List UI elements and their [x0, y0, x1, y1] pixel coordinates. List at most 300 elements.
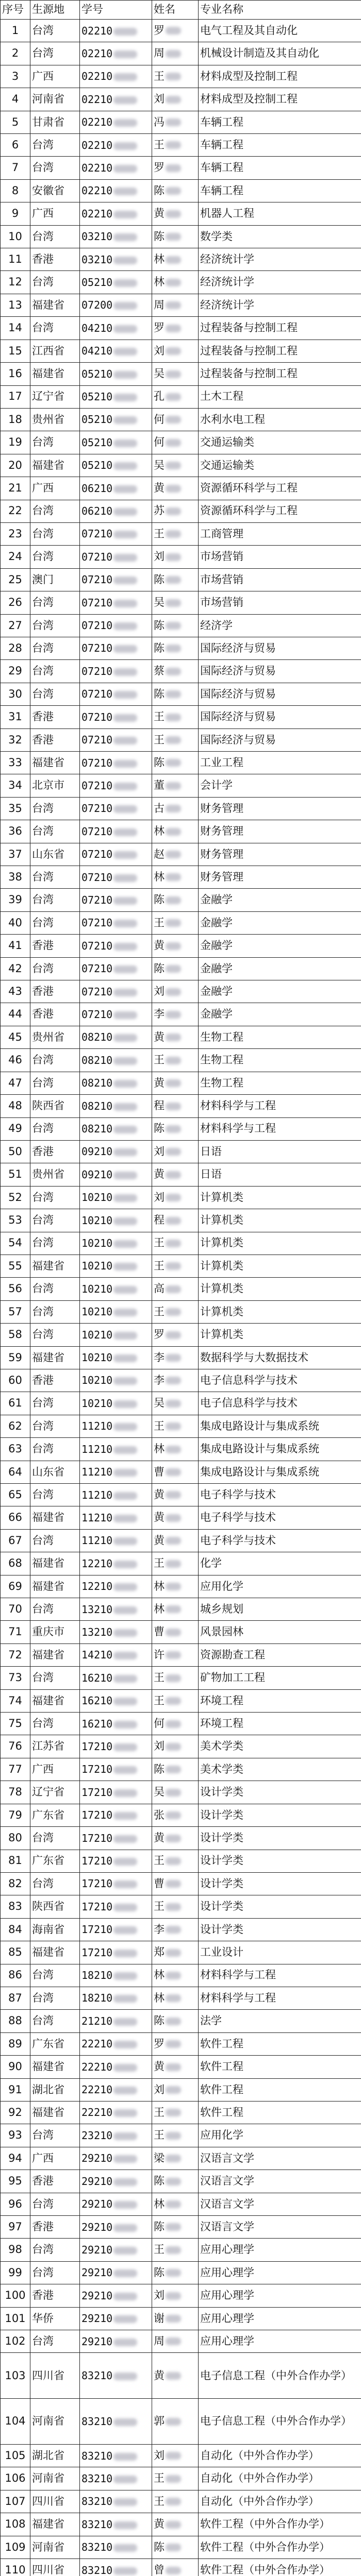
row-seq: 67: [1, 1529, 30, 1552]
row-origin: 安徽省: [30, 179, 80, 202]
row-major: 计算机类: [199, 1278, 361, 1300]
row-seq: 1: [1, 20, 30, 42]
student-id-prefix: 07210: [81, 550, 113, 563]
row-student-id: [80, 1117, 152, 1140]
row-major: 机械设计制造及其自动化: [199, 42, 361, 65]
row-student-id: [80, 317, 152, 340]
name-surname: 陈: [154, 2540, 165, 2553]
student-id-prefix: 07210: [81, 642, 113, 655]
table-row: [1, 179, 361, 202]
table-row: [1, 1804, 361, 1826]
row-student-id: [80, 2261, 152, 2284]
student-id-redaction: [113, 1926, 137, 1934]
name-surname: 曾: [154, 2564, 165, 2576]
row-seq: 19: [1, 431, 30, 454]
header-major: 专业名称: [199, 1, 361, 20]
student-id-redaction: [113, 1011, 137, 1019]
row-origin: 台湾: [30, 1713, 80, 1735]
student-id-prefix: 29210: [81, 2175, 113, 2188]
row-origin: 台湾: [30, 1392, 80, 1415]
row-name: [152, 2032, 199, 2055]
student-id-prefix: 17210: [81, 1809, 113, 1822]
student-id-prefix: 07210: [81, 893, 113, 906]
row-name: [152, 2216, 199, 2239]
row-major: 美术学类: [199, 1758, 361, 1781]
row-seq: 74: [1, 1689, 30, 1712]
name-redaction: [166, 2372, 181, 2380]
row-student-id: [80, 1621, 152, 1643]
row-name: [152, 591, 199, 614]
name-redaction: [166, 1468, 181, 1476]
header-origin: 生源地: [30, 1, 80, 20]
student-id-prefix: 06210: [81, 482, 113, 495]
row-seq: 89: [1, 2032, 30, 2055]
row-name: [152, 1026, 199, 1048]
row-origin: 台湾: [30, 1232, 80, 1255]
row-seq: 8: [1, 179, 30, 202]
table-row: [1, 271, 361, 294]
student-id-prefix: 11210: [81, 1534, 113, 1547]
row-name: [152, 660, 199, 683]
student-id-prefix: 05210: [81, 436, 113, 449]
row-name: [152, 2307, 199, 2330]
name-redaction: [166, 187, 181, 195]
student-id-redaction: [113, 348, 137, 355]
row-seq: 109: [1, 2536, 30, 2558]
name-redaction: [166, 1308, 181, 1316]
row-name: [152, 2399, 199, 2445]
name-redaction: [166, 1446, 181, 1453]
name-redaction: [166, 530, 181, 538]
student-id-prefix: 07210: [81, 710, 113, 723]
name-redaction: [166, 393, 181, 401]
table-row: [1, 752, 361, 774]
student-id-prefix: 17210: [81, 1946, 113, 1959]
row-student-id: [80, 797, 152, 820]
row-origin: 台湾: [30, 660, 80, 683]
row-major: 计算机类: [199, 1186, 361, 1209]
student-id-prefix: 29210: [81, 2152, 113, 2165]
row-seq: 27: [1, 614, 30, 637]
row-name: [152, 1598, 199, 1621]
name-surname: 黄: [154, 939, 165, 952]
row-name: [152, 1300, 199, 1323]
student-id-redaction: [113, 233, 137, 241]
row-seq: 29: [1, 660, 30, 683]
row-major: 环境工程: [199, 1689, 361, 1712]
table-row: [1, 1872, 361, 1895]
name-redaction: [166, 919, 181, 927]
row-seq: 59: [1, 1346, 30, 1369]
student-id-prefix: 02210: [81, 47, 113, 60]
row-seq: 82: [1, 1872, 30, 1895]
table-row: [1, 1987, 361, 2009]
row-major: 自动化（中外合作办学）: [199, 2467, 361, 2490]
student-id-prefix: 02210: [81, 161, 113, 174]
row-major: 应用心理学: [199, 2330, 361, 2353]
name-surname: 吴: [154, 1786, 165, 1799]
row-origin: 香港: [30, 706, 80, 728]
student-id-redaction: [113, 2155, 137, 2163]
table-row: [1, 1209, 361, 1232]
row-seq: 80: [1, 1827, 30, 1850]
row-major: 电子科学与技术: [199, 1529, 361, 1552]
row-origin: 台湾: [30, 2330, 80, 2353]
row-major: 工业工程: [199, 752, 361, 774]
row-seq: 85: [1, 1941, 30, 1964]
row-major: 应用心理学: [199, 2261, 361, 2284]
student-id-prefix: 10210: [81, 1260, 113, 1273]
student-id-redaction: [113, 2293, 137, 2300]
name-redaction: [166, 462, 181, 469]
student-id-redaction: [113, 1034, 137, 1042]
row-origin: 台湾: [30, 591, 80, 614]
table-row: [1, 20, 361, 42]
row-student-id: [80, 1346, 152, 1369]
row-major: 日语: [199, 1140, 361, 1163]
table-row: [1, 1049, 361, 1072]
row-student-id: [80, 1484, 152, 1506]
student-id-prefix: 16210: [81, 1694, 113, 1707]
row-origin: 香港: [30, 2216, 80, 2239]
row-student-id: [80, 2170, 152, 2193]
student-id-redaction: [113, 1972, 137, 1980]
row-seq: 104: [1, 2399, 30, 2445]
row-name: [152, 1964, 199, 1987]
student-id-redaction: [113, 1332, 137, 1340]
row-major: 集成电路设计与集成系统: [199, 1438, 361, 1461]
row-student-id: [80, 1918, 152, 1941]
row-origin: 福建省: [30, 1643, 80, 1666]
table-row: [1, 2010, 361, 2032]
row-seq: 61: [1, 1392, 30, 1415]
row-seq: 97: [1, 2216, 30, 2239]
row-student-id: [80, 454, 152, 477]
name-redaction: [166, 576, 181, 584]
row-seq: 100: [1, 2284, 30, 2307]
row-seq: 39: [1, 889, 30, 911]
row-major: 国际经济与贸易: [199, 660, 361, 683]
row-major: 风景园林: [199, 1621, 361, 1643]
student-id-prefix: 06210: [81, 505, 113, 518]
row-student-id: [80, 1689, 152, 1712]
row-student-id: [80, 271, 152, 294]
student-id-redaction: [113, 2315, 137, 2323]
table-row: [1, 591, 361, 614]
row-origin: 台湾: [30, 797, 80, 820]
name-surname: 陈: [154, 2175, 165, 2188]
row-name: [152, 1781, 199, 1804]
student-id-redaction: [113, 2041, 137, 2048]
student-id-redaction: [113, 2269, 137, 2277]
row-student-id: [80, 1392, 152, 1415]
row-name: [152, 1438, 199, 1461]
row-origin: 台湾: [30, 2193, 80, 2215]
row-student-id: [80, 1895, 152, 1918]
row-student-id: [80, 2216, 152, 2239]
name-redaction: [166, 1629, 181, 1636]
row-major: 市场营销: [199, 591, 361, 614]
row-name: [152, 1918, 199, 1941]
row-seq: 13: [1, 294, 30, 316]
row-name: [152, 728, 199, 751]
row-major: 资源勘查工程: [199, 1643, 361, 1666]
student-id-redaction: [113, 897, 137, 905]
row-name: [152, 1529, 199, 1552]
row-name: [152, 1575, 199, 1598]
student-id-redaction: [113, 2338, 137, 2346]
student-id-redaction: [113, 50, 137, 58]
row-origin: 福建省: [30, 2056, 80, 2078]
name-redaction: [166, 873, 181, 881]
row-seq: 94: [1, 2147, 30, 2170]
row-student-id: [80, 1300, 152, 1323]
row-origin: 辽宁省: [30, 1781, 80, 1804]
name-surname: 王: [154, 1671, 165, 1684]
student-id-prefix: 29210: [81, 2198, 113, 2211]
row-name: [152, 477, 199, 500]
student-id-redaction: [113, 1652, 137, 1659]
row-student-id: [80, 2536, 152, 2558]
row-name: [152, 1850, 199, 1872]
row-student-id: [80, 340, 152, 362]
row-major: 电子信息科学与技术: [199, 1369, 361, 1392]
row-major: 环境工程: [199, 1713, 361, 1735]
row-name: [152, 935, 199, 957]
row-major: 计算机类: [199, 1232, 361, 1255]
table-row: [1, 568, 361, 591]
row-origin: 台湾: [30, 1484, 80, 1506]
row-major: 过程装备与控制工程: [199, 340, 361, 362]
row-origin: 湖北省: [30, 2445, 80, 2467]
row-student-id: [80, 2147, 152, 2170]
name-surname: 陈: [154, 1122, 165, 1135]
student-id-redaction: [113, 394, 137, 401]
student-id-prefix: 83210: [81, 2495, 113, 2508]
row-origin: 台湾: [30, 1987, 80, 2009]
table-row: [1, 935, 361, 957]
row-student-id: [80, 522, 152, 545]
name-surname: 黄: [154, 2060, 165, 2073]
row-major: 自动化（中外合作办学）: [199, 2490, 361, 2513]
student-id-redaction: [113, 2201, 137, 2209]
row-major: 汉语言文学: [199, 2147, 361, 2170]
name-redaction: [166, 96, 181, 104]
row-origin: 广西: [30, 2147, 80, 2170]
row-seq: 34: [1, 774, 30, 797]
row-name: [152, 568, 199, 591]
row-student-id: [80, 385, 152, 408]
student-id-prefix: 02210: [81, 184, 113, 197]
table-row: [1, 2307, 361, 2330]
row-name: [152, 271, 199, 294]
row-major: 集成电路设计与集成系统: [199, 1415, 361, 1437]
student-id-redaction: [113, 2544, 137, 2552]
student-id-redaction: [113, 1217, 137, 1225]
row-major: 过程装备与控制工程: [199, 363, 361, 385]
row-seq: 37: [1, 843, 30, 866]
row-name: [152, 1667, 199, 1689]
row-student-id: [80, 408, 152, 431]
table-row: [1, 2467, 361, 2490]
row-major: 工业设计: [199, 1941, 361, 1964]
student-id-prefix: 07210: [81, 825, 113, 838]
row-origin: 台湾: [30, 431, 80, 454]
row-name: [152, 2101, 199, 2124]
row-student-id: [80, 1461, 152, 1483]
student-id-prefix: 08210: [81, 1123, 113, 1135]
student-id-redaction: [113, 2087, 137, 2094]
row-seq: 16: [1, 363, 30, 385]
name-redaction: [166, 2018, 181, 2025]
row-student-id: [80, 2307, 152, 2330]
table-row: [1, 1117, 361, 1140]
row-seq: 96: [1, 2193, 30, 2215]
student-id-redaction: [113, 2018, 137, 2026]
table-row: [1, 1506, 361, 1529]
student-id-redaction: [113, 508, 137, 516]
name-surname: 曹: [154, 1465, 165, 1478]
row-seq: 14: [1, 317, 30, 340]
row-seq: 10: [1, 225, 30, 248]
row-student-id: [80, 660, 152, 683]
student-id-prefix: 22210: [81, 2060, 113, 2073]
student-id-prefix: 10210: [81, 1214, 113, 1227]
header-row: [1, 1, 361, 20]
name-surname: 刘: [154, 1145, 165, 1158]
name-redaction: [166, 1262, 181, 1270]
row-major: 市场营销: [199, 546, 361, 568]
row-name: [152, 1552, 199, 1575]
student-id-prefix: 08210: [81, 1054, 113, 1066]
row-seq: 79: [1, 1804, 30, 1826]
row-major: 经济统计学: [199, 271, 361, 294]
name-redaction: [166, 2269, 181, 2277]
name-surname: 陈: [154, 2014, 165, 2027]
row-seq: 2: [1, 42, 30, 65]
table-row: [1, 2353, 361, 2399]
row-student-id: [80, 1529, 152, 1552]
row-major: 金融学: [199, 980, 361, 1003]
row-name: [152, 911, 199, 934]
row-name: [152, 1163, 199, 1186]
student-id-redaction: [113, 2567, 137, 2575]
row-major: 土木工程: [199, 385, 361, 408]
name-redaction: [166, 668, 181, 675]
table-row: [1, 2445, 361, 2467]
row-major: 材料成型及控制工程: [199, 65, 361, 88]
row-seq: 68: [1, 1552, 30, 1575]
student-id-redaction: [113, 714, 137, 722]
row-student-id: [80, 774, 152, 797]
student-id-prefix: 83210: [81, 2541, 113, 2554]
row-student-id: [80, 591, 152, 614]
row-student-id: [80, 477, 152, 500]
row-seq: 9: [1, 202, 30, 225]
name-redaction: [166, 2418, 181, 2426]
student-id-prefix: 11210: [81, 1511, 113, 1524]
row-name: [152, 225, 199, 248]
row-major: 设计学类: [199, 1895, 361, 1918]
student-id-redaction: [113, 302, 137, 310]
row-seq: 50: [1, 1140, 30, 1163]
student-id-redaction: [113, 1057, 137, 1065]
row-major: 自动化（中外合作办学）: [199, 2445, 361, 2467]
row-major: 会计学: [199, 774, 361, 797]
name-surname: 陈: [154, 184, 165, 197]
student-id-prefix: 16210: [81, 1671, 113, 1684]
row-major: 应用心理学: [199, 2239, 361, 2261]
row-seq: 30: [1, 683, 30, 705]
row-name: [152, 1278, 199, 1300]
row-seq: 73: [1, 1667, 30, 1689]
table-row: [1, 1415, 361, 1437]
name-redaction: [166, 1789, 181, 1797]
name-surname: 许: [154, 1648, 165, 1661]
name-surname: 吴: [154, 367, 165, 380]
row-name: [152, 1415, 199, 1437]
row-student-id: [80, 1140, 152, 1163]
row-seq: 18: [1, 408, 30, 431]
name-redaction: [166, 2544, 181, 2551]
student-id-redaction: [113, 2498, 137, 2506]
row-major: 计算机类: [199, 1255, 361, 1277]
row-student-id: [80, 1598, 152, 1621]
name-redaction: [166, 2315, 181, 2323]
row-seq: 46: [1, 1049, 30, 1072]
student-id-prefix: 10210: [81, 1351, 113, 1364]
row-seq: 48: [1, 1095, 30, 1117]
row-origin: 重庆市: [30, 1621, 80, 1643]
student-id-prefix: 05210: [81, 459, 113, 472]
row-major: 软件工程: [199, 2078, 361, 2101]
row-major: 数学类: [199, 225, 361, 248]
row-origin: 福建省: [30, 1575, 80, 1598]
row-name: [152, 1506, 199, 1529]
name-surname: 陈: [154, 2266, 165, 2279]
name-surname: 刘: [154, 985, 165, 997]
row-major: 汉语言文学: [199, 2170, 361, 2193]
student-id-redaction: [113, 188, 137, 195]
row-origin: 广西: [30, 65, 80, 88]
row-student-id: [80, 1209, 152, 1232]
name-surname: 陈: [154, 573, 165, 586]
student-id-redaction: [113, 1263, 137, 1270]
name-redaction: [166, 279, 181, 286]
row-name: [152, 2056, 199, 2078]
name-surname: 王: [154, 1557, 165, 1570]
row-major: 美术学类: [199, 1735, 361, 1758]
student-id-redaction: [113, 1515, 137, 1522]
name-redaction: [166, 1857, 181, 1865]
row-seq: 58: [1, 1324, 30, 1346]
name-redaction: [166, 2452, 181, 2460]
row-seq: 62: [1, 1415, 30, 1437]
name-redaction: [166, 141, 181, 149]
table-row: [1, 1689, 361, 1712]
row-origin: 台湾: [30, 637, 80, 659]
student-id-redaction: [113, 1858, 137, 1866]
name-surname: 李: [154, 1008, 165, 1021]
name-redaction: [166, 1514, 181, 1522]
row-major: 电子信息科学与技术: [199, 1392, 361, 1415]
student-id-prefix: 29210: [81, 2312, 113, 2325]
table-row: [1, 134, 361, 157]
student-id-redaction: [113, 1743, 137, 1751]
row-seq: 65: [1, 1484, 30, 1506]
name-surname: 林: [154, 870, 165, 883]
student-id-redaction: [113, 805, 137, 813]
